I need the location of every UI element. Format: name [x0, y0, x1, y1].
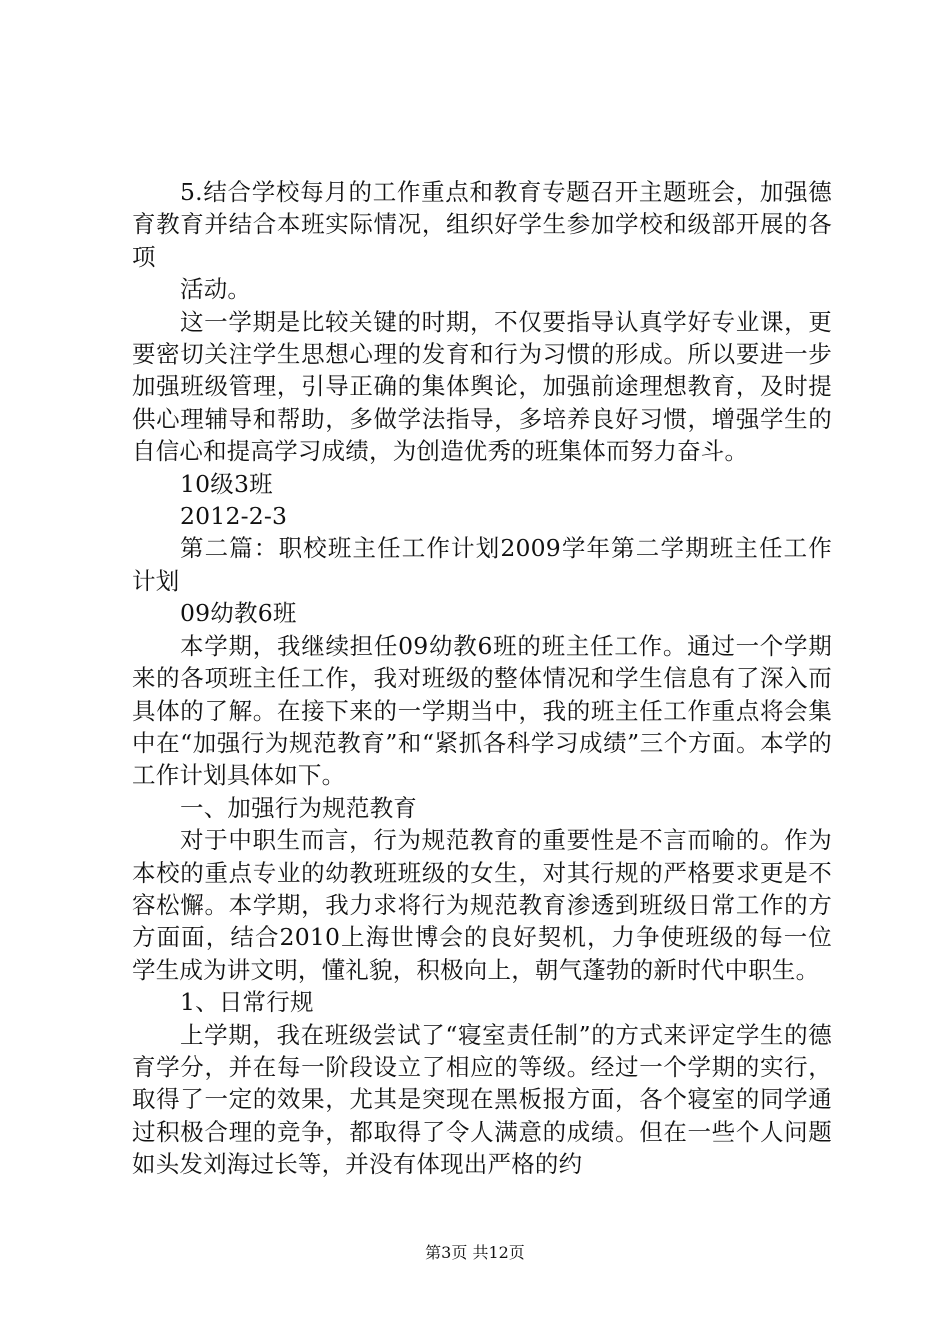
heading-daily-rules: 1、日常行规: [180, 988, 314, 1017]
page-number-footer: 第3页 共12页: [425, 1243, 525, 1262]
paragraph-daily-rules: 上学期，我在班级尝试了“寝室责任制”的方式来评定学生的德育学分，并在每一阶段设立了相应的等级。经过一个学期的实行，取得了一定的效果，尤其是突现在黑板报方面，各个寝室的同学通过积极合理的竞争，都取得了令人满意的成绩。但在一些个人问题如头发刘海过长等，并没有体现出严格的约: [132, 1020, 832, 1179]
paragraph-behavior: 对于中职生而言，行为规范教育的重要性是不言而喻的。作为本校的重点专业的幼教班班级的女生，对其行规的严格要求更是不容松懈。本学期，我力求将行为规范教育渗透到班级日常工作的方方面面，结合2010上海世博会的良好契机，力争使班级的每一位学生成为讲文明，懂礼貌，积极向上，朝气蓬勃的新时代中职生。: [132, 826, 832, 984]
date-label: 2012-2-3: [180, 502, 288, 531]
paragraph-intro: 本学期，我继续担任09幼教6班的班主任工作。通过一个学期来的各项班主任工作，我对班级的整体情况和学生信息有了深入而具体的了解。在接下来的一学期当中，我的班主任工作重点将会集中在“加强行为规范教育”和“紧抓各科学习成绩”三个方面。本学的工作计划具体如下。: [132, 631, 832, 790]
heading-behavior: 一、加强行为规范教育: [180, 793, 417, 822]
section-title: 第二篇：职校班主任工作计划2009学年第二学期班主任工作计划: [132, 534, 832, 595]
paragraph-3: 这一学期是比较关键的时期，不仅要指导认真学好专业课，更要密切关注学生思想心理的发育和行为习惯的形成。所以要进一步加强班级管理，引导正确的集体舆论，加强前途理想教育，及时提供心理辅导和帮助，多做学法指导，多培养良好习惯，增强学生的自信心和提高学习成绩，为创造优秀的班集体而努力奋斗。: [132, 307, 832, 466]
class-label: 10级3班: [180, 469, 273, 498]
paragraph-1: 5.结合学校每月的工作重点和教育专题召开主题班会，加强德育教育并结合本班实际情况，组织好学生参加学校和级部开展的各项: [132, 178, 832, 271]
document-body: [132, 176, 832, 1181]
paragraph-2: 活动。: [180, 275, 252, 304]
class-subtitle: 09幼教6班: [180, 599, 297, 628]
